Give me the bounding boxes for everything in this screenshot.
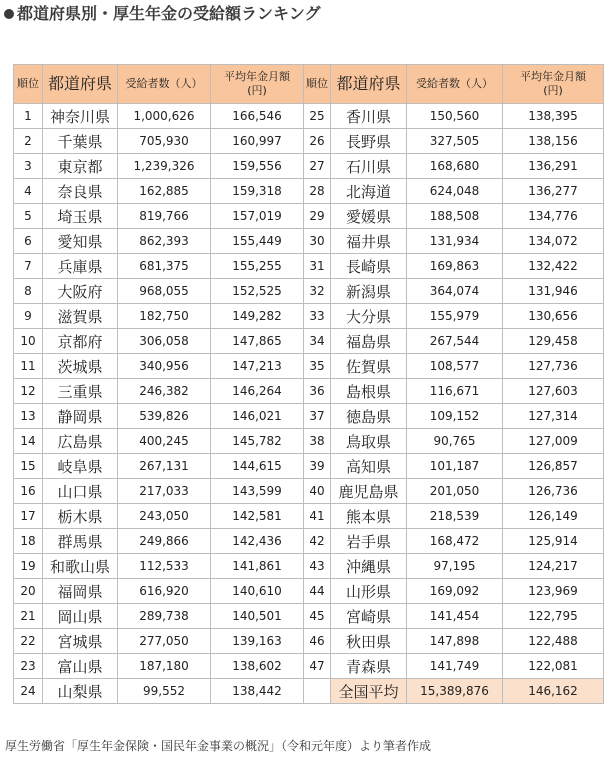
right-recipients-cell: 168,472 — [407, 529, 503, 554]
right-recipients-cell: 624,048 — [407, 179, 503, 204]
header-rank: 順位 — [14, 65, 43, 104]
right-rank-cell: 45 — [304, 604, 331, 629]
left-recipients-cell: 681,375 — [118, 254, 211, 279]
left-avg-amount-cell: 147,213 — [211, 354, 304, 379]
right-avg-amount-cell: 134,072 — [503, 229, 604, 254]
left-prefecture-cell: 栃木県 — [43, 504, 118, 529]
right-rank-cell: 36 — [304, 379, 331, 404]
left-avg-amount-cell: 155,449 — [211, 229, 304, 254]
table-row — [14, 504, 604, 529]
left-recipients-cell: 249,866 — [118, 529, 211, 554]
right-rank-cell: 34 — [304, 329, 331, 354]
left-avg-amount-cell: 146,021 — [211, 404, 304, 429]
bullet-icon — [4, 9, 14, 19]
right-recipients-cell: 188,508 — [407, 204, 503, 229]
left-prefecture-cell: 愛知県 — [43, 229, 118, 254]
left-avg-amount-cell: 159,318 — [211, 179, 304, 204]
left-avg-amount-cell: 146,264 — [211, 379, 304, 404]
left-prefecture-cell: 奈良県 — [43, 179, 118, 204]
right-avg-amount-cell: 136,291 — [503, 154, 604, 179]
left-avg-amount-cell: 142,581 — [211, 504, 304, 529]
left-rank-cell: 7 — [14, 254, 43, 279]
left-rank-cell: 19 — [14, 554, 43, 579]
left-rank-cell: 14 — [14, 429, 43, 454]
table-row — [14, 479, 604, 504]
left-rank-cell: 15 — [14, 454, 43, 479]
right-avg-amount-cell: 122,795 — [503, 604, 604, 629]
right-prefecture-cell: 熊本県 — [331, 504, 407, 529]
right-recipients-cell: 327,505 — [407, 129, 503, 154]
left-prefecture-cell: 岐阜県 — [43, 454, 118, 479]
right-avg-amount-cell: 130,656 — [503, 304, 604, 329]
right-recipients-cell: 364,074 — [407, 279, 503, 304]
right-avg-amount-cell: 127,603 — [503, 379, 604, 404]
right-avg-amount-cell: 146,162 — [503, 679, 604, 704]
right-prefecture-cell: 福井県 — [331, 229, 407, 254]
right-avg-amount-cell: 124,217 — [503, 554, 604, 579]
right-prefecture-cell: 宮崎県 — [331, 604, 407, 629]
left-rank-cell: 21 — [14, 604, 43, 629]
right-recipients-cell: 168,680 — [407, 154, 503, 179]
right-recipients-cell: 90,765 — [407, 429, 503, 454]
right-recipients-cell: 169,092 — [407, 579, 503, 604]
right-prefecture-cell: 島根県 — [331, 379, 407, 404]
right-prefecture-cell: 高知県 — [331, 454, 407, 479]
right-rank-cell: 42 — [304, 529, 331, 554]
right-rank-cell: 33 — [304, 304, 331, 329]
table-row — [14, 604, 604, 629]
right-prefecture-cell: 岩手県 — [331, 529, 407, 554]
left-avg-amount-cell: 166,546 — [211, 104, 304, 129]
left-rank-cell: 24 — [14, 679, 43, 704]
left-rank-cell: 2 — [14, 129, 43, 154]
left-rank-cell: 22 — [14, 629, 43, 654]
left-rank-cell: 16 — [14, 479, 43, 504]
right-rank-cell: 29 — [304, 204, 331, 229]
table-row — [14, 229, 604, 254]
left-rank-cell: 17 — [14, 504, 43, 529]
left-avg-amount-cell: 149,282 — [211, 304, 304, 329]
table-row — [14, 304, 604, 329]
left-prefecture-cell: 千葉県 — [43, 129, 118, 154]
left-rank-cell: 23 — [14, 654, 43, 679]
left-rank-cell: 9 — [14, 304, 43, 329]
left-recipients-cell: 289,738 — [118, 604, 211, 629]
right-prefecture-cell: 北海道 — [331, 179, 407, 204]
right-rank-cell: 44 — [304, 579, 331, 604]
left-rank-cell: 13 — [14, 404, 43, 429]
right-recipients-cell: 141,454 — [407, 604, 503, 629]
left-recipients-cell: 162,885 — [118, 179, 211, 204]
header-avg-line1: 平均年金月額 — [224, 70, 290, 83]
left-avg-amount-cell: 143,599 — [211, 479, 304, 504]
right-prefecture-cell: 愛媛県 — [331, 204, 407, 229]
right-recipients-cell: 169,863 — [407, 254, 503, 279]
left-recipients-cell: 705,930 — [118, 129, 211, 154]
table-row — [14, 279, 604, 304]
right-prefecture-cell: 鹿児島県 — [331, 479, 407, 504]
table-row — [14, 454, 604, 479]
right-prefecture-cell: 秋田県 — [331, 629, 407, 654]
left-recipients-cell: 182,750 — [118, 304, 211, 329]
right-recipients-cell: 141,749 — [407, 654, 503, 679]
table-row — [14, 529, 604, 554]
right-prefecture-cell: 山形県 — [331, 579, 407, 604]
right-rank-cell: 41 — [304, 504, 331, 529]
right-recipients-cell: 15,389,876 — [407, 679, 503, 704]
left-rank-cell: 5 — [14, 204, 43, 229]
left-rank-cell: 18 — [14, 529, 43, 554]
right-avg-amount-cell: 129,458 — [503, 329, 604, 354]
right-prefecture-cell: 佐賀県 — [331, 354, 407, 379]
right-rank-cell — [304, 679, 331, 704]
right-recipients-cell: 155,979 — [407, 304, 503, 329]
right-avg-amount-cell: 123,969 — [503, 579, 604, 604]
table-row — [14, 129, 604, 154]
right-avg-amount-cell: 134,776 — [503, 204, 604, 229]
header-avg-line2: (円) — [247, 84, 267, 97]
right-recipients-cell: 267,544 — [407, 329, 503, 354]
right-prefecture-cell: 徳島県 — [331, 404, 407, 429]
left-rank-cell: 11 — [14, 354, 43, 379]
right-rank-cell: 26 — [304, 129, 331, 154]
right-recipients-cell: 116,671 — [407, 379, 503, 404]
table-row — [14, 554, 604, 579]
left-recipients-cell: 539,826 — [118, 404, 211, 429]
table-row — [14, 254, 604, 279]
left-prefecture-cell: 群馬県 — [43, 529, 118, 554]
right-avg-amount-cell: 125,914 — [503, 529, 604, 554]
left-prefecture-cell: 茨城県 — [43, 354, 118, 379]
left-avg-amount-cell: 144,615 — [211, 454, 304, 479]
right-rank-cell: 32 — [304, 279, 331, 304]
left-prefecture-cell: 三重県 — [43, 379, 118, 404]
header-recipients: 受給者数（人） — [118, 65, 211, 104]
left-avg-amount-cell: 159,556 — [211, 154, 304, 179]
table-row — [14, 404, 604, 429]
left-prefecture-cell: 神奈川県 — [43, 104, 118, 129]
left-rank-cell: 6 — [14, 229, 43, 254]
right-recipients-cell: 109,152 — [407, 404, 503, 429]
right-avg-amount-cell: 126,857 — [503, 454, 604, 479]
right-rank-cell: 37 — [304, 404, 331, 429]
left-avg-amount-cell: 138,442 — [211, 679, 304, 704]
left-recipients-cell: 246,382 — [118, 379, 211, 404]
header-row — [14, 65, 604, 104]
left-recipients-cell: 340,956 — [118, 354, 211, 379]
left-avg-amount-cell: 140,610 — [211, 579, 304, 604]
left-recipients-cell: 217,033 — [118, 479, 211, 504]
right-avg-amount-cell: 126,736 — [503, 479, 604, 504]
right-rank-cell: 27 — [304, 154, 331, 179]
page-title — [4, 2, 321, 26]
left-prefecture-cell: 広島県 — [43, 429, 118, 454]
right-avg-amount-cell: 138,156 — [503, 129, 604, 154]
right-recipients-cell: 218,539 — [407, 504, 503, 529]
left-recipients-cell: 862,393 — [118, 229, 211, 254]
right-avg-amount-cell: 126,149 — [503, 504, 604, 529]
right-rank-cell: 46 — [304, 629, 331, 654]
right-recipients-cell: 131,934 — [407, 229, 503, 254]
left-avg-amount-cell: 145,782 — [211, 429, 304, 454]
left-prefecture-cell: 京都府 — [43, 329, 118, 354]
table-row — [14, 154, 604, 179]
right-prefecture-cell: 鳥取県 — [331, 429, 407, 454]
table-row — [14, 679, 604, 704]
table-row — [14, 654, 604, 679]
left-rank-cell: 4 — [14, 179, 43, 204]
right-rank-cell: 38 — [304, 429, 331, 454]
table-row — [14, 329, 604, 354]
header-avg — [211, 65, 304, 104]
right-avg-amount-cell: 122,488 — [503, 629, 604, 654]
right-prefecture-cell: 新潟県 — [331, 279, 407, 304]
right-avg-amount-cell: 131,946 — [503, 279, 604, 304]
right-avg-amount-cell: 122,081 — [503, 654, 604, 679]
left-prefecture-cell: 滋賀県 — [43, 304, 118, 329]
right-avg-amount-cell: 132,422 — [503, 254, 604, 279]
right-rank-cell: 25 — [304, 104, 331, 129]
left-recipients-cell: 187,180 — [118, 654, 211, 679]
header-avg-line2: (円) — [543, 84, 563, 97]
left-prefecture-cell: 福岡県 — [43, 579, 118, 604]
left-rank-cell: 8 — [14, 279, 43, 304]
right-prefecture-cell: 大分県 — [331, 304, 407, 329]
ranking-table — [13, 64, 604, 704]
right-prefecture-cell: 全国平均 — [331, 679, 407, 704]
header-recipients: 受給者数（人） — [407, 65, 503, 104]
left-recipients-cell: 306,058 — [118, 329, 211, 354]
right-rank-cell: 35 — [304, 354, 331, 379]
table-row — [14, 379, 604, 404]
left-avg-amount-cell: 147,865 — [211, 329, 304, 354]
right-rank-cell: 39 — [304, 454, 331, 479]
right-prefecture-cell: 香川県 — [331, 104, 407, 129]
right-rank-cell: 40 — [304, 479, 331, 504]
left-prefecture-cell: 岡山県 — [43, 604, 118, 629]
right-rank-cell: 28 — [304, 179, 331, 204]
left-recipients-cell: 968,055 — [118, 279, 211, 304]
left-avg-amount-cell: 142,436 — [211, 529, 304, 554]
table-row — [14, 579, 604, 604]
right-avg-amount-cell: 138,395 — [503, 104, 604, 129]
header-avg-line1: 平均年金月額 — [520, 70, 586, 83]
right-avg-amount-cell: 127,314 — [503, 404, 604, 429]
left-rank-cell: 12 — [14, 379, 43, 404]
right-avg-amount-cell: 127,009 — [503, 429, 604, 454]
left-avg-amount-cell: 160,997 — [211, 129, 304, 154]
right-prefecture-cell: 長野県 — [331, 129, 407, 154]
right-prefecture-cell: 長崎県 — [331, 254, 407, 279]
left-recipients-cell: 243,050 — [118, 504, 211, 529]
right-rank-cell: 31 — [304, 254, 331, 279]
right-rank-cell: 47 — [304, 654, 331, 679]
table-row — [14, 629, 604, 654]
left-avg-amount-cell: 141,861 — [211, 554, 304, 579]
left-prefecture-cell: 富山県 — [43, 654, 118, 679]
right-rank-cell: 30 — [304, 229, 331, 254]
left-recipients-cell: 267,131 — [118, 454, 211, 479]
right-recipients-cell: 101,187 — [407, 454, 503, 479]
title-text: 都道府県別・厚生年金の受給額ランキング — [17, 4, 321, 23]
left-recipients-cell: 1,000,626 — [118, 104, 211, 129]
left-prefecture-cell: 山梨県 — [43, 679, 118, 704]
left-prefecture-cell: 静岡県 — [43, 404, 118, 429]
left-prefecture-cell: 宮城県 — [43, 629, 118, 654]
right-prefecture-cell: 青森県 — [331, 654, 407, 679]
left-rank-cell: 3 — [14, 154, 43, 179]
right-recipients-cell: 201,050 — [407, 479, 503, 504]
right-recipients-cell: 108,577 — [407, 354, 503, 379]
table-row — [14, 429, 604, 454]
header-pref: 都道府県 — [43, 65, 118, 104]
right-avg-amount-cell: 136,277 — [503, 179, 604, 204]
header-avg — [503, 65, 604, 104]
left-prefecture-cell: 大阪府 — [43, 279, 118, 304]
left-recipients-cell: 616,920 — [118, 579, 211, 604]
left-avg-amount-cell: 138,602 — [211, 654, 304, 679]
left-recipients-cell: 277,050 — [118, 629, 211, 654]
left-prefecture-cell: 兵庫県 — [43, 254, 118, 279]
right-recipients-cell: 150,560 — [407, 104, 503, 129]
right-prefecture-cell: 沖縄県 — [331, 554, 407, 579]
left-avg-amount-cell: 139,163 — [211, 629, 304, 654]
left-prefecture-cell: 東京都 — [43, 154, 118, 179]
table-row — [14, 204, 604, 229]
left-avg-amount-cell: 140,501 — [211, 604, 304, 629]
left-prefecture-cell: 山口県 — [43, 479, 118, 504]
left-rank-cell: 10 — [14, 329, 43, 354]
header-rank: 順位 — [304, 65, 331, 104]
left-prefecture-cell: 和歌山県 — [43, 554, 118, 579]
left-avg-amount-cell: 155,255 — [211, 254, 304, 279]
left-avg-amount-cell: 152,525 — [211, 279, 304, 304]
left-rank-cell: 1 — [14, 104, 43, 129]
left-prefecture-cell: 埼玉県 — [43, 204, 118, 229]
left-recipients-cell: 400,245 — [118, 429, 211, 454]
table-row — [14, 179, 604, 204]
left-recipients-cell: 1,239,326 — [118, 154, 211, 179]
right-recipients-cell: 147,898 — [407, 629, 503, 654]
right-recipients-cell: 97,195 — [407, 554, 503, 579]
table-row — [14, 104, 604, 129]
left-recipients-cell: 819,766 — [118, 204, 211, 229]
left-avg-amount-cell: 157,019 — [211, 204, 304, 229]
source-note: 厚生労働省「厚生年金保険・国民年金事業の概況」（令和元年度）より筆者作成 — [5, 739, 432, 753]
header-pref: 都道府県 — [331, 65, 407, 104]
right-prefecture-cell: 石川県 — [331, 154, 407, 179]
right-rank-cell: 43 — [304, 554, 331, 579]
left-recipients-cell: 99,552 — [118, 679, 211, 704]
right-avg-amount-cell: 127,736 — [503, 354, 604, 379]
right-prefecture-cell: 福島県 — [331, 329, 407, 354]
left-rank-cell: 20 — [14, 579, 43, 604]
left-recipients-cell: 112,533 — [118, 554, 211, 579]
table-row — [14, 354, 604, 379]
